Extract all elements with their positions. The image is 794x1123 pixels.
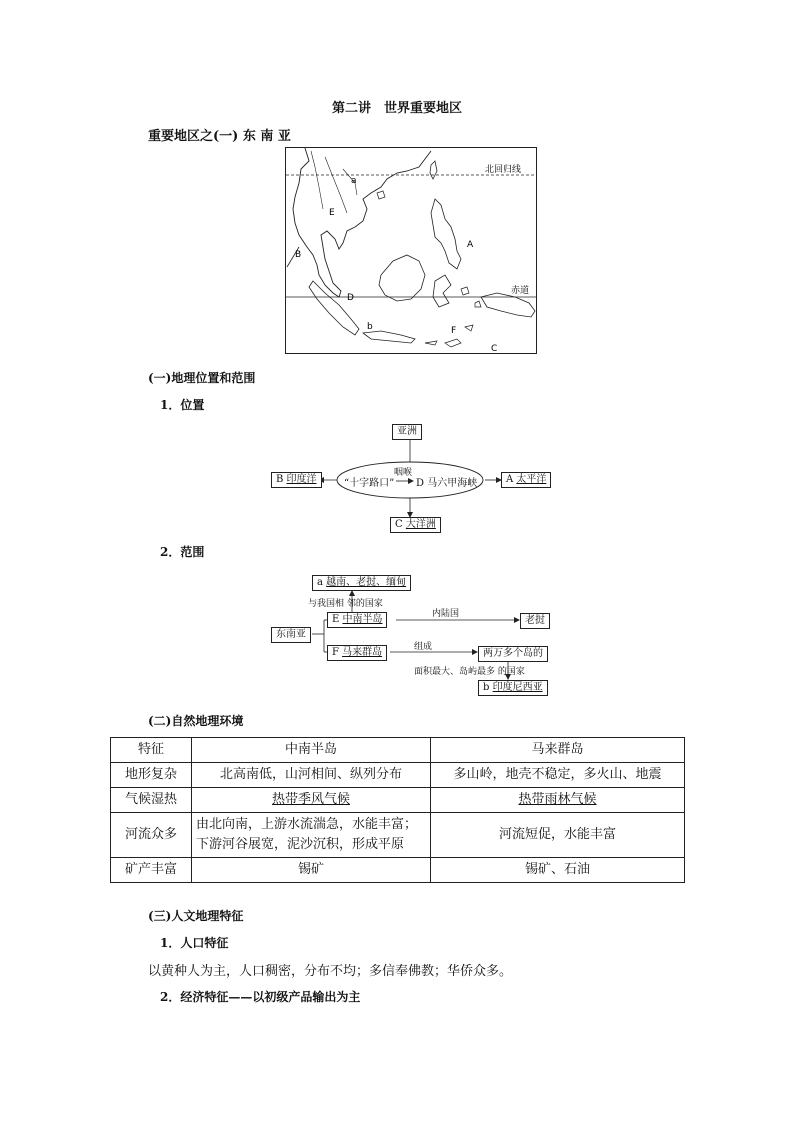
section1-sub1: 1．位置 [160,398,205,412]
table-cell: 河流短促，水能丰富 [431,813,685,858]
map-letter-F: F [451,326,457,336]
map-letter-C: C [491,344,498,354]
section1-sub2: 2．范围 [160,545,205,559]
table-cell: 锡矿 [192,858,431,883]
throat-label: 咽喉 [394,468,413,478]
table-cell: 锡矿、石油 [431,858,685,883]
equator-label: 赤道 [511,286,530,296]
box-neighbor-countries: a 越南、老挝、缅甸 [312,575,411,591]
table-row [111,788,685,813]
table-row [111,813,685,858]
table-cell: 矿产丰富 [111,858,192,883]
table-cell: 热带雨林气候 [431,788,685,813]
section3-sub1: 1．人口特征 [160,936,229,950]
table-header: 马来群岛 [431,738,685,763]
natural-environment-table [110,737,685,883]
section3-sub2: 2．经济特征——以初级产品输出为主 [160,990,361,1004]
table-cell: 地形复杂 [111,763,192,788]
table-row [111,858,685,883]
table-cell: 热带季风气候 [192,788,431,813]
map-letter-A: A [467,240,474,250]
table-cell: 河流众多 [111,813,192,858]
table-header-row [111,738,685,763]
southeast-asia-map [285,147,537,354]
table-cell: 气候湿热 [111,788,192,813]
map-svg [285,147,537,354]
map-letter-D: D [347,293,354,303]
table-cell: 北高南低，山河相间、纵列分布 [192,763,431,788]
inland-label: 内陆国 [432,609,460,619]
section2-heading: (二)自然地理环境 [148,714,244,728]
box-indian-ocean: B 印度洋 [271,472,322,488]
table-cell: 由北向南，上游水流湍急，水能丰富；下游河谷展宽，泥沙沉积，形成平原 [192,813,431,858]
malacca-label: D 马六甲海峡 [416,478,478,489]
region-heading: 重要地区之(一) 东 南 亚 [148,129,291,144]
box-malay-archipelago: F 马来群岛 [327,645,387,661]
box-laos: 老挝 [520,613,550,629]
table-row [111,763,685,788]
neighbor-label: 与我国相 邻的国家 [308,599,383,609]
map-letter-B: B [295,250,302,260]
map-letter-a: a [351,176,357,186]
box-pacific-ocean: A 太平洋 [501,472,551,488]
table-header: 中南半岛 [192,738,431,763]
box-oceania: C 大洋洲 [390,517,441,533]
box-indonesia: b 印度尼西亚 [478,680,548,696]
largest-label: 面积最大、岛屿最多 的国家 [414,667,525,677]
population-text: 以黄种人为主，人口稠密，分布不均；多信奉佛教；华侨众多。 [148,964,513,979]
compose-label: 组成 [414,642,433,652]
tropic-label: 北回归线 [485,165,522,175]
table-header: 特征 [111,738,192,763]
section1-heading: (一)地理位置和范围 [148,371,256,385]
box-indochina-peninsula: E 中南半岛 [327,612,387,628]
crossroads-label: “十字路口” [344,478,395,489]
section3-heading: (三)人文地理特征 [148,909,244,923]
page-title: 第二讲 世界重要地区 [331,101,462,116]
map-letter-b: b [367,322,373,332]
map-letter-E: E [329,208,335,218]
table-cell: 多山岭，地壳不稳定，多火山、地震 [431,763,685,788]
box-southeast-asia: 东南亚 [271,627,311,643]
box-asia: 亚洲 [392,424,422,440]
box-island-count: 两万多个岛的 [478,646,548,662]
